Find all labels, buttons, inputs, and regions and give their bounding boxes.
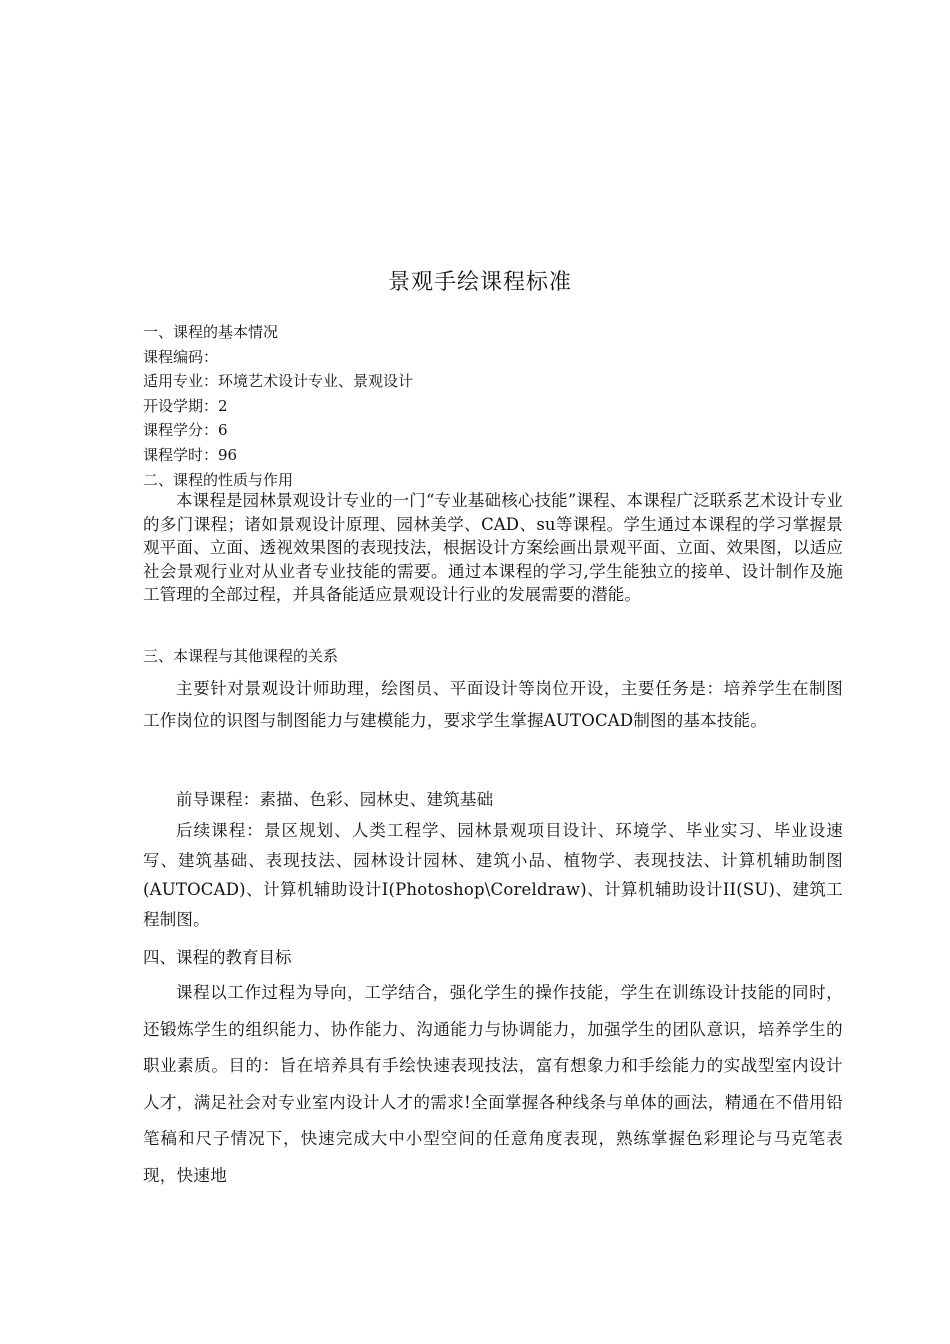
course-credits: 课程学分：6 [143,421,228,440]
course-code: 课程编码： [143,347,219,366]
basic-info-section [143,320,843,492]
prerequisite-courses: 前导课程：素描、色彩、园林史、建筑基础 [176,790,494,809]
nature-paragraph: 本课程是园林景观设计专业的一门“专业基础核心技能”课程、本课程广泛联系艺术设计专业的多门课程；诸如景观设计原理、园林美学、CAD、su等课程。学生通过本课程的学习掌握景观平面、立面、透视效果图的表现技法，根据设计方案绘画出景观平面、立面、效果图，以适应社会景观行业对从业者专业技能的需要。通过本课程的学习,学生能独立的接单、设计制作及施工管理的全部过程，并具备能适应景观设计行业的发展需要的潜能。 [143,491,843,605]
section-heading-basic-info: 一、课程的基本情况 [143,323,279,341]
relations-paragraph: 主要针对景观设计师助理，绘图员、平面设计等岗位开设，主要任务是：培养学生在制图工作岗位的识图与制图能力与建模能力，要求学生掌握AUTOCAD制图的基本技能。 [143,679,843,730]
document-title: 景观手绘课程标准 [387,270,572,295]
goals-paragraph: 课程以工作过程为导向，工学结合，强化学生的操作技能，学生在训练设计技能的同时，还锻炼学生的组织能力、协作能力、沟通能力与协调能力，加强学生的团队意识，培养学生的职业素质。目的：旨在培养具有手绘快速表现技法，富有想象力和手绘能力的实战型室内设计人才，满足社会对专业室内设计人才的需求!全面掌握各种线条与单体的画法，精通在不借用铅笔稿和尺子情况下，快速完成大中小型空间的任意角度表现，熟练掌握色彩理论与马克笔表现，快速地 [143,983,843,1185]
applicable-major: 适用专业：环境艺术设计专业、景观设计 [143,372,414,391]
semester: 开设学期：2 [143,396,228,415]
followup-courses: 后续课程：景区规划、人类工程学、园林景观项目设计、环境学、毕业实习、毕业设速写、建筑基础、表现技法、园林设计园林、建筑小品、植物学、表现技法、计算机辅助制图(AUTOCAD)、计算机辅助设计I(Photoshop\Coreldraw)、计算机辅助设计II(SU)、建筑工程制图。 [143,821,843,929]
section-heading-goals: 四、课程的教育目标 [143,948,292,967]
section-heading-nature: 二、课程的性质与作用 [143,470,294,489]
course-hours: 课程学时：96 [143,445,238,464]
section-heading-relations: 三、本课程与其他课程的关系 [143,647,339,665]
